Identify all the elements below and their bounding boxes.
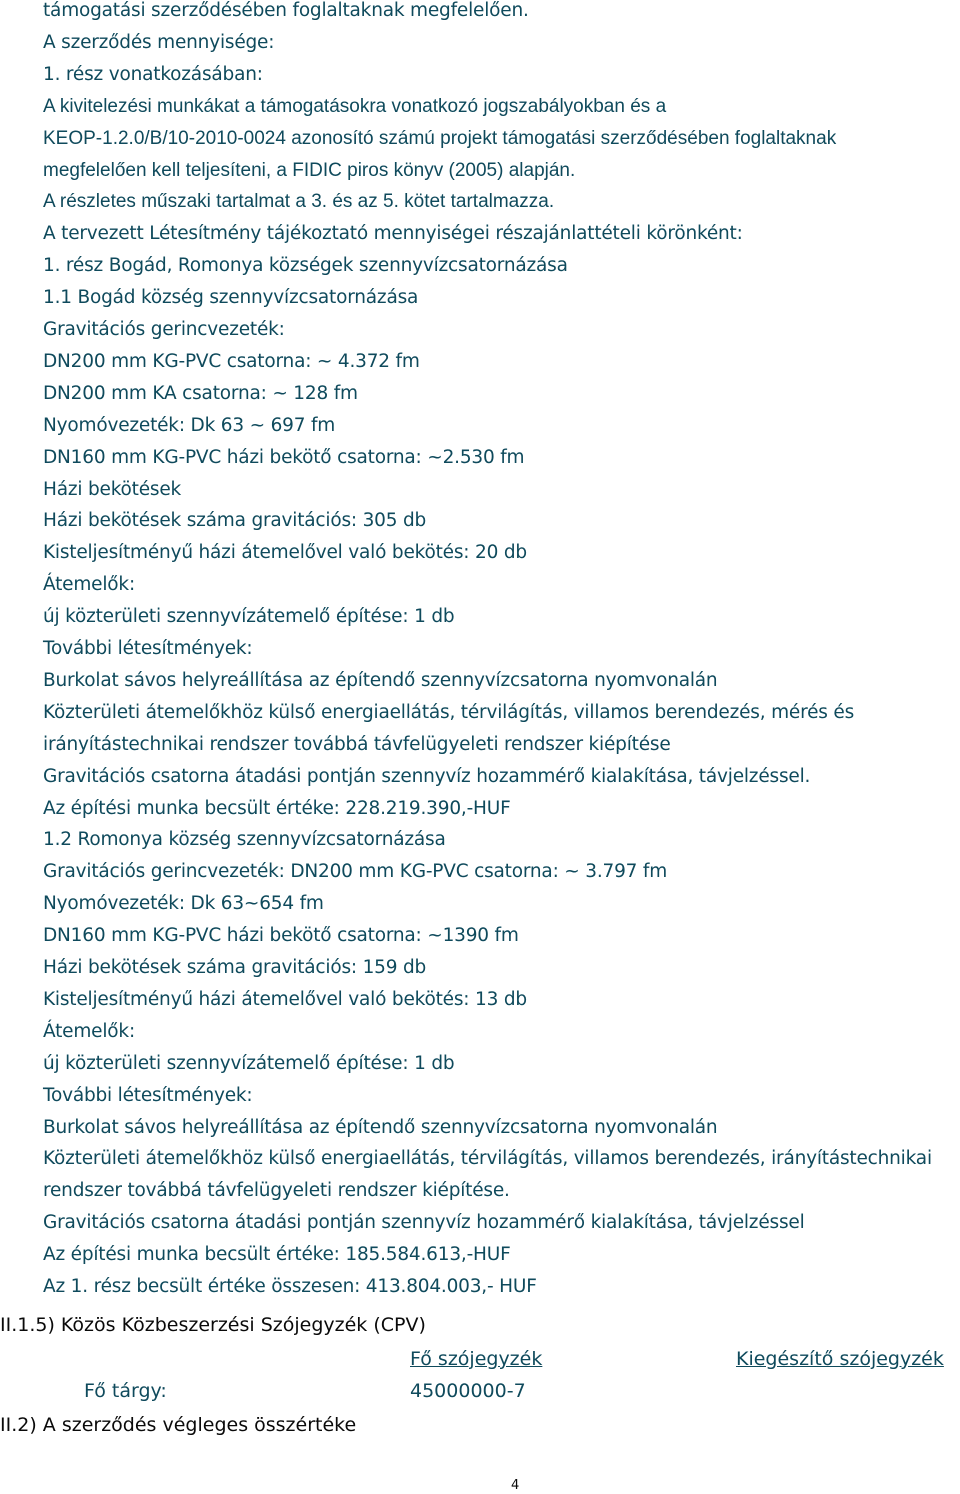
body-line: A kivitelezési munkákat a támogatásokra vonatkozó jogszabályokban és a — [43, 95, 667, 117]
section-heading-contract-value: II.2) A szerződés végleges összértéke — [0, 1414, 357, 1436]
cpv-row-value: 45000000-7 — [410, 1380, 526, 1402]
cpv-row-label: Fő tárgy: — [84, 1380, 167, 1402]
cpv-main-header: Fő szójegyzék — [410, 1348, 543, 1370]
body-line: Az 1. rész becsült értéke összesen: 413.804.003,- HUF — [43, 1276, 537, 1297]
body-line: Burkolat sávos helyreállítása az építendő szennyvízcsatorna nyomvonalán — [43, 1116, 718, 1138]
body-line: A szerződés mennyisége: — [43, 31, 275, 53]
body-line: Burkolat sávos helyreállítása az építendő szennyvízcsatorna nyomvonalán — [43, 669, 718, 691]
body-line: Közterületi átemelőkhöz külső energiaellátás, térvilágítás, villamos berendezés, mérés és — [43, 701, 855, 723]
page-number: 4 — [511, 1478, 520, 1493]
body-line: Gravitációs csatorna átadási pontján szennyvíz hozammérő kialakítása, távjelzéssel — [43, 1212, 805, 1234]
body-line: Kisteljesítményű házi átemelővel való bekötés: 20 db — [43, 542, 527, 564]
body-line: A részletes műszaki tartalmat a 3. és az 5. kötet tartalmazza. — [43, 191, 555, 213]
body-line: 1. rész Bogád, Romonya községek szennyvízcsatornázása — [43, 255, 568, 277]
body-line: DN200 mm KA csatorna: ~ 128 fm — [43, 382, 358, 404]
body-line: DN160 mm KG-PVC házi bekötő csatorna: ~1390 fm — [43, 925, 519, 947]
body-line: További létesítmények: — [43, 638, 253, 659]
body-line: Gravitációs gerincvezeték: DN200 mm KG-PVC csatorna: ~ 3.797 fm — [43, 861, 668, 883]
body-line: KEOP-1.2.0/B/10-2010-0024 azonosító számú projekt támogatási szerződésében foglaltaknak — [43, 127, 837, 149]
body-line: 1.2 Romonya község szennyvízcsatornázása — [43, 829, 446, 851]
body-line: Nyomóvezeték: Dk 63~654 fm — [43, 893, 324, 915]
body-line: megfelelően kell teljesíteni, a FIDIC piros könyv (2005) alapján. — [43, 159, 576, 181]
body-line: Házi bekötések száma gravitációs: 305 db — [43, 510, 427, 532]
body-line: Átemelők: — [43, 1020, 135, 1042]
cpv-supplementary-header: Kiegészítő szójegyzék — [736, 1348, 944, 1370]
body-line: rendszer továbbá távfelügyeleti rendszer kiépítése. — [43, 1180, 510, 1202]
body-line: 1.1 Bogád község szennyvízcsatornázása — [43, 287, 419, 309]
body-line: új közterületi szennyvízátemelő építése: 1 db — [43, 1052, 455, 1074]
body-line: Nyomóvezeték: Dk 63 ~ 697 fm — [43, 414, 336, 436]
body-line: Átemelők: — [43, 574, 135, 596]
body-line: A tervezett Létesítmény tájékoztató mennyiségei részajánlattételi körönként: — [43, 223, 743, 245]
section-heading-cpv: II.1.5) Közös Közbeszerzési Szójegyzék (CPV) — [0, 1314, 426, 1336]
body-line: 1. rész vonatkozásában: — [43, 63, 263, 85]
body-line: Házi bekötések száma gravitációs: 159 db — [43, 957, 427, 978]
body-line: új közterületi szennyvízátemelő építése: 1 db — [43, 606, 455, 628]
body-line: DN200 mm KG-PVC csatorna: ~ 4.372 fm — [43, 350, 420, 372]
body-line: Házi bekötések — [43, 478, 182, 500]
body-line: Az építési munka becsült értéke: 228.219.390,-HUF — [43, 797, 511, 819]
body-line: Az építési munka becsült értéke: 185.584.613,-HUF — [43, 1244, 511, 1266]
body-line: Kisteljesítményű házi átemelővel való bekötés: 13 db — [43, 988, 527, 1010]
body-line: Gravitációs gerincvezeték: — [43, 319, 285, 340]
body-line: További létesítmények: — [43, 1084, 253, 1106]
body-line: irányítástechnikai rendszer továbbá távfelügyeleti rendszer kiépítése — [43, 733, 671, 755]
body-line: Gravitációs csatorna átadási pontján szennyvíz hozammérő kialakítása, távjelzéssel. — [43, 765, 811, 787]
body-line: támogatási szerződésében foglaltaknak megfelelően. — [43, 0, 529, 21]
body-line: Közterületi átemelőkhöz külső energiaellátás, térvilágítás, villamos berendezés, irányítástechnikai — [43, 1148, 932, 1170]
body-line: DN160 mm KG-PVC házi bekötő csatorna: ~2.530 fm — [43, 446, 525, 468]
